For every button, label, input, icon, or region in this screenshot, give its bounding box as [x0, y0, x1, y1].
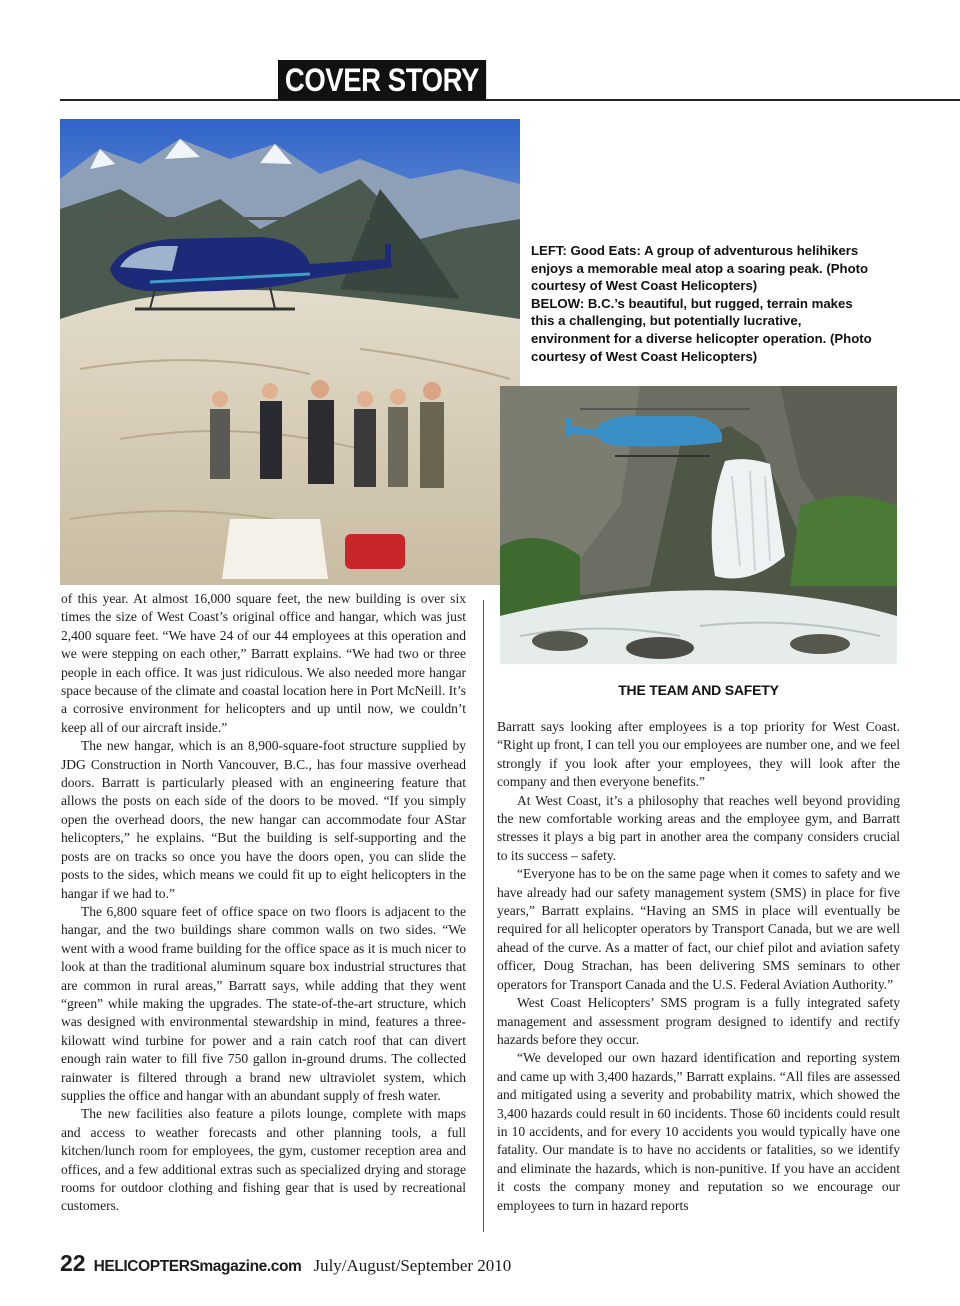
waterfall-photo — [500, 386, 897, 664]
section-heading: THE TEAM AND SAFETY — [618, 682, 779, 698]
right-paragraph-3: “Everyone has to be on the same page when it comes to safety and we have already had our safety management system (SMS) in place for five years,” Barratt explains. “Having an SMS in place will eventually be required for all helicopter operators by Transport Canada, but we are well ahead of the curve. As a matter of fact, our chief pilot and aviation safety officer, Doug Strachan, has been delivering SMS seminars to other operators for Transport Canada and the U.S. Federal Aviation Authority.” — [497, 866, 900, 992]
left-paragraph-4: The new facilities also feature a pilots lounge, complete with maps and access to weather forecasts and other planning tools, a full kitchen/lunch room for employees, the gym, customer reception area and offices, and a few additional extras such as specialized drying and storage rooms for outdoor clothing and fishing gear that is used by recreational customers. — [61, 1106, 466, 1214]
page-number: 22 — [60, 1250, 86, 1276]
helihikers-photo-art — [60, 119, 520, 585]
photo-caption — [531, 242, 879, 365]
left-paragraph-3: The 6,800 square feet of office space on two floors is adjacent to the hangar, and the two buildings share common walls on two sides. “We went with a wood frame building for the office space as it is much nicer to look at than the traditional aluminum square box industrial structures that are common in rural areas,” Barratt says, while adding that they went “green” while making the upgrades. The state-of-the-art structure, which was designed with environmental stewardship in mind, features a three-kilowatt wind turbine for power and a rain catch roof that can divert enough rain water to fill five 750 gallon in-ground drums. The collected rainwater is filtered through a brand new ultraviolet system, which supplies the office and hangar with an abundant supply of fresh water. — [61, 903, 466, 1103]
right-paragraph-5: “We developed our own hazard identification and reporting system and came up with 3,400 hazards,” Barratt explains. “All files are assessed and mitigated using a severity and probability matrix, which showed the 3,400 hazards could result in 60 incidents. Those 60 incidents could result in 10 accidents, and for every 10 accidents you would typically have one fatality. Our mandate is to have no accidents or fatalities, so we identify and eliminate the hazards, which is non-punitive. If you have an accident it costs the company money and reputation so we encourage our employees to turn in hazard reports — [497, 1050, 900, 1213]
right-paragraph-2: At West Coast, it’s a philosophy that reaches well beyond providing the new comfortable working areas and the employee gym, and Barratt stresses it plays a big part in another area the company considers crucial to its success – safety. — [497, 792, 900, 863]
helihikers-photo — [60, 119, 520, 585]
left-paragraph-1: of this year. At almost 16,000 square feet, the new building is over six times the size of West Coast’s original office and hangar, which was just 2,400 square feet. “We have 24 of our 44 employees at this operation and we were stepping on each other,” Barratt explains. “We had two or three people in each office. It was just ridiculous. We also needed more hangar space because of the climate and coastal location here in Port McNeill. It’s a corrosive environment for helicopters and up until now, we couldn’t keep all of our aircraft inside.” — [61, 591, 466, 735]
page-footer — [60, 1250, 511, 1280]
issue-date: July/August/September 2010 — [313, 1256, 512, 1275]
header-rule — [60, 99, 960, 101]
caption-left: LEFT: Good Eats: A group of adventurous helihikers enjoys a memorable meal atop a soaring peak. (Photo courtesy of West Coast Helicopters) — [531, 243, 869, 294]
right-column — [497, 718, 900, 1215]
right-paragraph-1: Barratt says looking after employees is a top priority for West Coast. “Right up front, I can tell you our employees are number one, and we feel strongly if you look after your employees, they will look after the company and then everyone benefits.” — [497, 719, 900, 790]
website-link[interactable]: HELICOPTERSmagazine.com — [93, 1258, 302, 1275]
column-divider — [483, 600, 484, 1232]
waterfall-photo-art — [500, 386, 897, 664]
section-tag: COVER STORY — [278, 60, 486, 100]
caption-below: BELOW: B.C.’s beautiful, but rugged, terrain makes this a challenging, but potentially lucrative, environment for a diverse helicopter operation. (Photo courtesy of West Coast Helicopters) — [531, 295, 872, 364]
left-column — [61, 590, 466, 1216]
left-paragraph-2: The new hangar, which is an 8,900-square-foot structure supplied by JDG Construction in North Vancouver, B.C., has four massive overhead doors. Barratt is particularly pleased with an engineering feature that allows the posts on each side of the doors to be moved. “If you simply open the overhead doors, the new hangar can accommodate four AStar helicopters,” he explains. “But the building is self-supporting and the posts are on tracks so once you have the doors open, you can slide the posts to the sides, which means we could fit up to eight helicopters in the hangar if we had to.” — [61, 738, 466, 901]
right-paragraph-4: West Coast Helicopters’ SMS program is a fully integrated safety management and assessment program designed to identify and rectify hazards before they occur. — [497, 995, 900, 1047]
